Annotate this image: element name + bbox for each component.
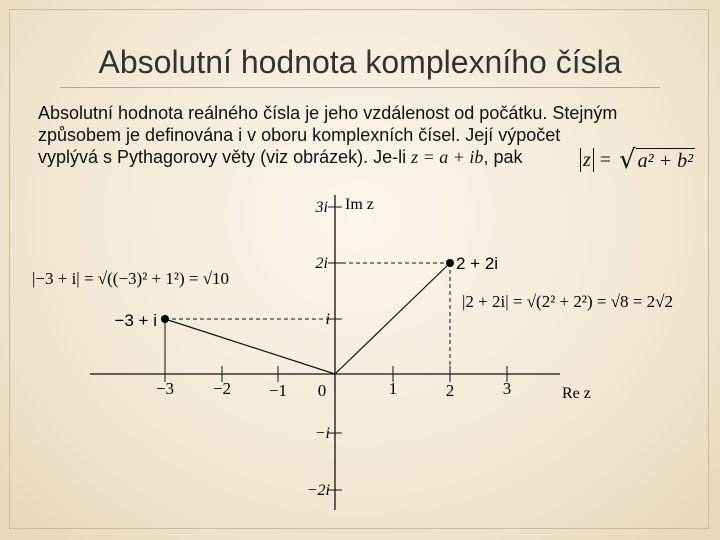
formula-modulus-a: |2 + 2i| = √(2² + 2²) = √8 = 2√2: [462, 292, 673, 311]
x-tick-label: −3: [155, 379, 175, 398]
paragraph-line-3-prefix: vyplývá s Pythagorovy věty (viz obrázek). Je-li: [38, 147, 412, 167]
paragraph-math-z: z = a + ib: [411, 147, 484, 167]
paragraph-line-1: Absolutní hodnota reálného čísla je jeho vzdálenost od počátku. Stejným: [38, 103, 618, 123]
x-tick-label: −1: [268, 381, 288, 400]
modulus-segment-b: [165, 319, 335, 374]
point-a-label: 2 + 2i: [456, 254, 499, 273]
point-minus-3-plus-i: [161, 315, 169, 323]
paragraph-line-3-suffix: , pak: [483, 147, 523, 167]
sqrt-radicand: a² + b²: [637, 149, 694, 172]
x-tick-label: 2: [445, 381, 455, 400]
x-tick-label: 3: [502, 379, 512, 398]
x-tick-label: −2: [212, 379, 232, 398]
y-tick-label: 2i: [315, 255, 328, 272]
point-2-plus-2i: [446, 259, 454, 267]
x-tick-label-origin: 0: [317, 381, 327, 400]
page-title: Absolutní hodnota komplexního čísla: [98, 44, 622, 80]
point-b-label: −3 + i: [114, 311, 157, 330]
formula-modulus-b: |−3 + i| = √((−3)² + 1²) = √10: [32, 269, 230, 288]
y-tick-label: −2i: [306, 482, 330, 499]
modulus-segment-a: [335, 263, 450, 374]
imaginary-axis-label: Im z: [345, 196, 374, 213]
y-tick-label: −i: [314, 425, 330, 442]
sqrt-sign: √: [619, 144, 636, 175]
real-axis-label: Re z: [562, 385, 591, 402]
y-tick-label: i: [325, 311, 330, 328]
paragraph-line-2: způsobem je definována i v oboru komplexních čísel. Její výpočet: [38, 125, 561, 145]
formula-z: z: [583, 148, 591, 171]
x-tick-label: 1: [388, 379, 398, 398]
y-tick-label: 3i: [315, 199, 328, 216]
formula-equals: =: [599, 148, 612, 171]
